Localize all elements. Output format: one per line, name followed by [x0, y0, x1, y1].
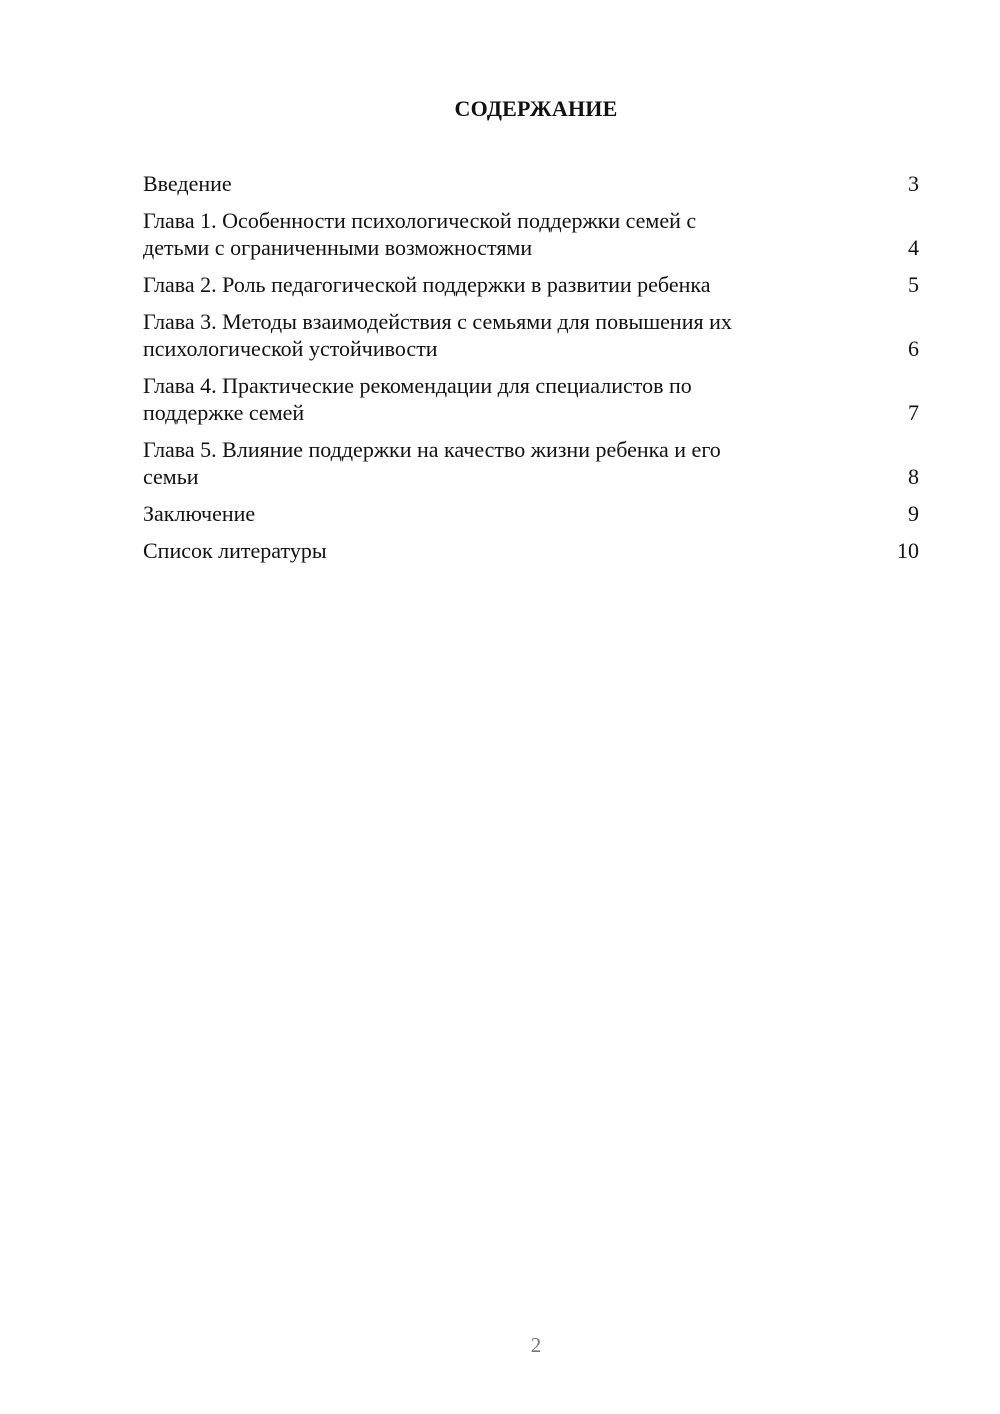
toc-entry-page: 9 [908, 501, 919, 526]
toc-entry-chapter-2 [143, 271, 919, 298]
toc-entry-text: Введение [143, 171, 232, 196]
toc-entry-chapter-1 [143, 207, 919, 261]
toc-entry-references [143, 537, 919, 564]
toc-entry-chapter-3 [143, 308, 919, 362]
toc-entry-page: 8 [908, 464, 919, 489]
toc-entry-conclusion [143, 500, 919, 527]
toc-entry-text: Заключение [143, 501, 256, 526]
toc-entry-page: 10 [897, 538, 919, 563]
toc-entry-page: 4 [908, 235, 919, 260]
toc-entry-page: 6 [908, 336, 919, 361]
toc-entry-chapter-5 [143, 436, 919, 490]
page-title: СОДЕРЖАНИЕ [454, 96, 618, 121]
toc-entry-text: Глава 1. Особенности психологической поддержки семей с детьми с ограниченными возможностями [143, 208, 697, 260]
toc-entry-chapter-4 [143, 372, 919, 426]
toc-entry-page: 7 [908, 400, 919, 425]
toc-entry-text: Глава 4. Практические рекомендации для специалистов по поддержке семей [143, 373, 692, 425]
table-of-contents [143, 170, 919, 574]
toc-entry-text: Глава 5. Влияние поддержки на качество жизни ребенка и его семьи [143, 437, 721, 489]
page-number: 2 [530, 1333, 542, 1357]
toc-entry-page: 3 [908, 171, 919, 196]
toc-entry-page: 5 [908, 272, 919, 297]
toc-entry-introduction [143, 170, 919, 197]
toc-entry-text: Глава 2. Роль педагогической поддержки в развитии ребенка [143, 272, 711, 297]
toc-entry-text: Глава 3. Методы взаимодействия с семьями для повышения их психологической устойчивости [143, 309, 732, 361]
toc-entry-text: Список литературы [143, 538, 327, 563]
